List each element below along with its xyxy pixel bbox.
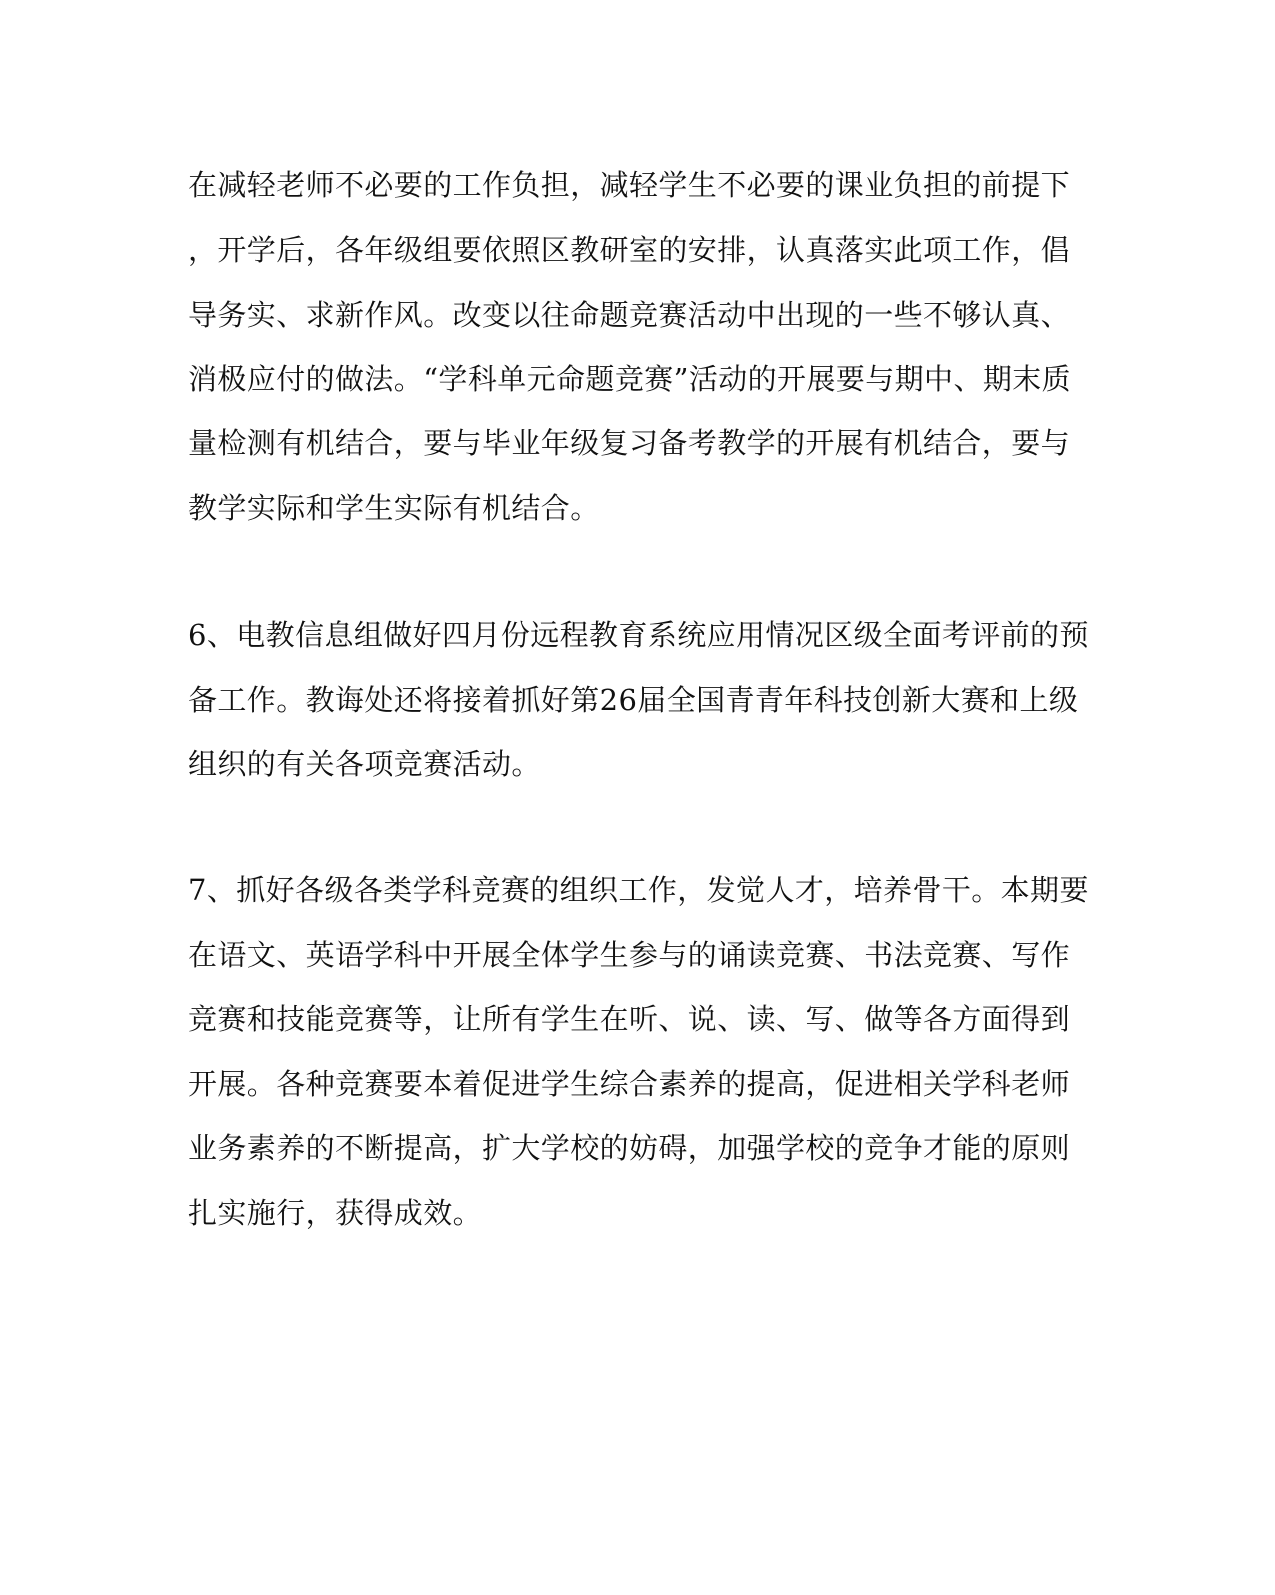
paragraph-3-line-1: 7、抓好各级各类学科竞赛的组织工作，发觉人才，培养骨干。本期要 <box>188 873 1089 907</box>
paragraph-3-line-5: 业务素养的不断提高，扩大学校的妨碍，加强学校的竞争才能的原则 <box>188 1131 1071 1165</box>
paragraph-2-line-1: 6、电教信息组做好四月份远程教育系统应用情况区级全面考评前的预 <box>188 618 1089 652</box>
paragraph-1-line-2: ，开学后，各年级组要依照区教研室的安排，认真落实此项工作，倡 <box>188 233 1071 267</box>
paragraph-1-line-4: 消极应付的做法。“学科单元命题竞赛”活动的开展要与期中、期末质 <box>188 362 1072 396</box>
paragraph-1-line-6: 教学实际和学生实际有机结合。 <box>188 491 600 525</box>
paragraph-3-line-2: 在语文、英语学科中开展全体学生参与的诵读竞赛、书法竞赛、写作 <box>188 938 1071 972</box>
paragraph-1-line-5: 量检测有机结合，要与毕业年级复习备考教学的开展有机结合，要与 <box>188 426 1071 460</box>
paragraph-2-line-3: 组织的有关各项竞赛活动。 <box>188 747 541 781</box>
paragraph-2-line-2: 备工作。教诲处还将接着抓好第26届全国青青年科技创新大赛和上级 <box>188 683 1079 717</box>
paragraph-1-line-1: 在减轻老师不必要的工作负担，减轻学生不必要的课业负担的前提下 <box>188 168 1071 202</box>
paragraph-1-line-3: 导务实、求新作风。改变以往命题竞赛活动中出现的一些不够认真、 <box>188 298 1071 332</box>
paragraph-3-line-3: 竞赛和技能竞赛等，让所有学生在听、说、读、写、做等各方面得到 <box>188 1002 1071 1036</box>
paragraph-3-line-6: 扎实施行，获得成效。 <box>188 1196 483 1230</box>
paragraph-3-line-4: 开展。各种竞赛要本着促进学生综合素养的提高，促进相关学科老师 <box>188 1067 1071 1101</box>
